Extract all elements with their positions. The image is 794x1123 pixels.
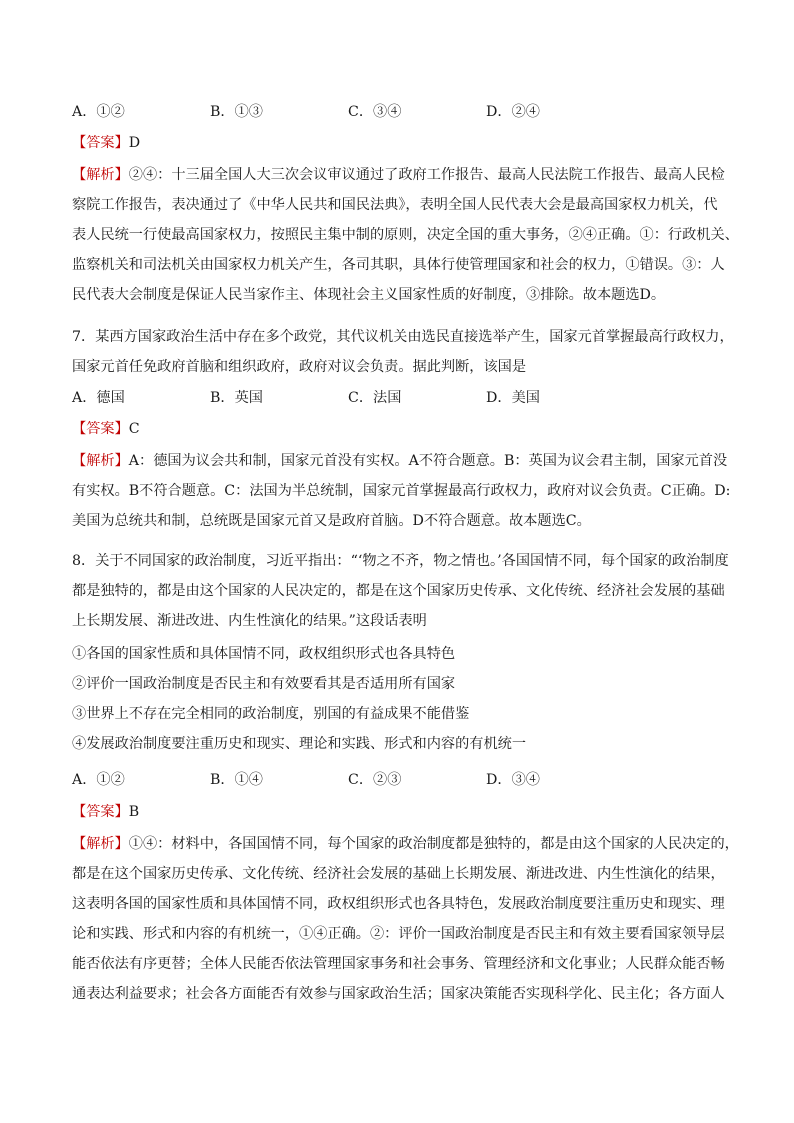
q8-option-c: C．②③ [348,772,402,788]
q8-option-a: A．①② [72,772,125,788]
q7-option-d: D．美国 [486,390,540,406]
q8-statement-4: ④发展政治制度要注重历史和现实、理论和实践、形式和内容的有机统一 [72,736,527,752]
q6-analysis: 【解析】②④：十三届全国人大三次会议审议通过了政府工作报告、最高人民法院工作报告、最高人民检 察院工作报告，表决通过了《中华人民共和国民法典》，表明全国人民代表大会是最高国家权力机关，代 表人民统一行使最高国家权力，按照民主集中制的原则，决定全国的重大事务，②④正确。①：行政机关、 监察机关和司法机关由国家权力机关产生，各司其职，具体行使管理国家和社会的权力，①错误。③：人 民代表大会制度是保证人民当家作主、体现社会主义国家性质的好制度，③排除。故本题选D。 [72,167,739,303]
q7-stem: 7．某西方国家政治生活中存在多个政党，其代议机关由选民直接选举产生，国家元首掌握最高行政权力， 国家元首任免政府首脑和组织政府，政府对议会负责。据此判断，该国是 [72,329,734,375]
analysis-tag: 【解析】 [72,167,129,183]
q8-stem: 8．关于不同国家的政治制度，习近平指出：“‘物之不齐，物之情也。’各国国情不同，每个国家的政治制度 都是独特的，都是由这个国家的人民决定的，都是在这个国家历史传承、文化传统、经济社会发展的基础 上长期发展、渐进改进、内生性演化的结果。”这段话表明 [72,553,729,629]
q7-answer [72,414,726,444]
q8-statement-1: ①各国的国家性质和具体国情不同，政权组织形式也各具特色 [72,646,456,662]
q6-answer-value: D [128,135,141,151]
q6-answer [72,128,726,158]
q8-answer [72,797,726,827]
q8-answer-value: B [128,804,140,820]
q6-option-a: A．①② [72,104,125,120]
analysis-tag: 【解析】 [72,453,129,469]
q6-option-c: C．③④ [348,104,402,120]
q7-option-a: A．德国 [72,390,125,406]
q7-option-b: B．英国 [210,390,263,406]
q7-answer-value: C [128,421,140,437]
q7-option-c: C．法国 [348,390,402,406]
q7-analysis: 【解析】A：德国为议会共和制，国家元首没有实权。A不符合题意。B：英国为议会君主制，国家元首没 有实权。B不符合题意。C：法国为半总统制，国家元首掌握最高行政权力，政府对议会负责。C正确。D: 美国为总统共和制，总统既是国家元首又是政府首脑。D不符合题意。故本题选C。 [72,453,731,529]
q8-statement-2: ②评价一国政治制度是否民主和有效要看其是否适用所有国家 [72,676,456,692]
q8-options [72,765,726,795]
q6-options [72,97,726,127]
analysis-tag: 【解析】 [72,836,129,852]
q8-statements [72,639,726,759]
q6-option-d: D．②④ [486,104,540,120]
q8-option-d: D．③④ [486,772,540,788]
answer-tag: 【答案】 [72,804,129,820]
q8-option-b: B．①④ [210,772,263,788]
answer-tag: 【答案】 [72,421,129,437]
q7-options [72,383,726,413]
answer-tag: 【答案】 [72,135,129,151]
q8-statement-3: ③世界上不存在完全相同的政治制度，别国的有益成果不能借鉴 [72,706,470,722]
q6-option-b: B．①③ [210,104,263,120]
q8-analysis: 【解析】①④：材料中，各国国情不同，每个国家的政治制度都是独特的，都是由这个国家的人民决定的， 都是在这个国家历史传承、文化传统、经济社会发展的基础上长期发展、渐进改进、内生性演化的结果， 这表明各国的国家性质和具体国情不同，政权组织形式也各具特色，发展政治制度要注重历史和现实、理 论和实践、形式和内容的有机统一，①④正确。②：评价一国政治制度是否民主和有效主要看国家领导层 能否依法有序更替；全体人民能否依法管理国家事务和社会事务、管理经济和文化事业；人民群众能否畅 通表达利益要求；社会各方面能否有效参与国家政治生活；国家决策能否实现科学化、民主化；各方面人 [72,836,739,1002]
